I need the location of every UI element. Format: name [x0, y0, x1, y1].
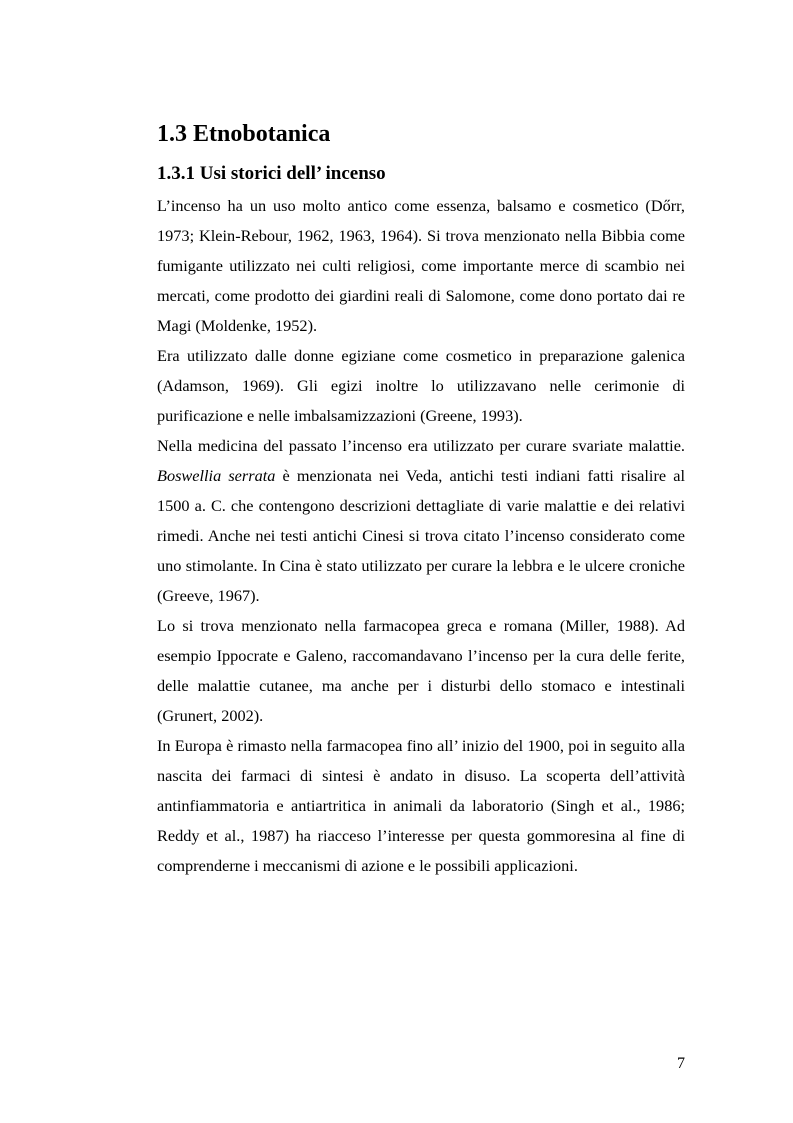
paragraph-europa: In Europa è rimasto nella farmacopea fino all’ inizio del 1900, poi in seguito alla nascita dei farmaci di sintesi è andato in disuso. La scoperta dell’attività antinfiammatoria e antiartritica in animali da laboratorio (Singh et al., 1986; Reddy et al., 1987) ha riacceso l’interesse per questa gommoresina al fine di comprenderne i meccanismi di azione e le possibili applicazioni. [157, 736, 685, 875]
paragraph-egizi: Era utilizzato dalle donne egiziane come cosmetico in preparazione galenica (Adamson, 1969). Gli egizi inoltre lo utilizzavano nelle cerimonie di purificazione e nelle imbalsamizzazioni (Greene, 1993). [157, 346, 685, 425]
paragraph-usi-antichi: L’incenso ha un uso molto antico come essenza, balsamo e cosmetico (Dőrr, 1973; Klein-Rebour, 1962, 1963, 1964). Si trova menzionato nella Bibbia come fumigante utilizzato nei culti religiosi, come importante merce di scambio nei mercati, come prodotto dei giardini reali di Salomone, come dono portato dai re Magi (Moldenke, 1952). [157, 196, 685, 335]
paragraph-farmacopea-greca-romana: Lo si trova menzionato nella farmacopea greca e romana (Miller, 1988). Ad esempio Ippocrate e Galeno, raccomandavano l’incenso per la cura delle ferite, delle malattie cutanee, ma anche per i disturbi dello stomaco e intestinali (Grunert, 2002). [157, 616, 685, 725]
paragraph-medicina-passato-intro: Nella medicina del passato l’incenso era utilizzato per curare svariate malattie. [157, 436, 685, 455]
section-title: 1.3 Etnobotanica [157, 121, 331, 147]
paragraph-medicina-passato [157, 431, 685, 611]
species-name-boswellia-serrata: Boswellia serrata [157, 466, 276, 485]
paragraph-medicina-passato-rest: è menzionata nei Veda, antichi testi indiani fatti risalire al 1500 a. C. che contengono descrizioni dettagliate di varie malattie e dei relativi rimedi. Anche nei testi antichi Cinesi si trova citato l’incenso considerato come uno stimolante. In Cina è stato utilizzato per curare la lebbra e le ulcere croniche (Greeve, 1967). [157, 466, 685, 605]
body-text [157, 191, 685, 881]
subsection-title: 1.3.1 Usi storici dell’ incenso [157, 163, 386, 184]
page-number: 7 [677, 1055, 685, 1072]
